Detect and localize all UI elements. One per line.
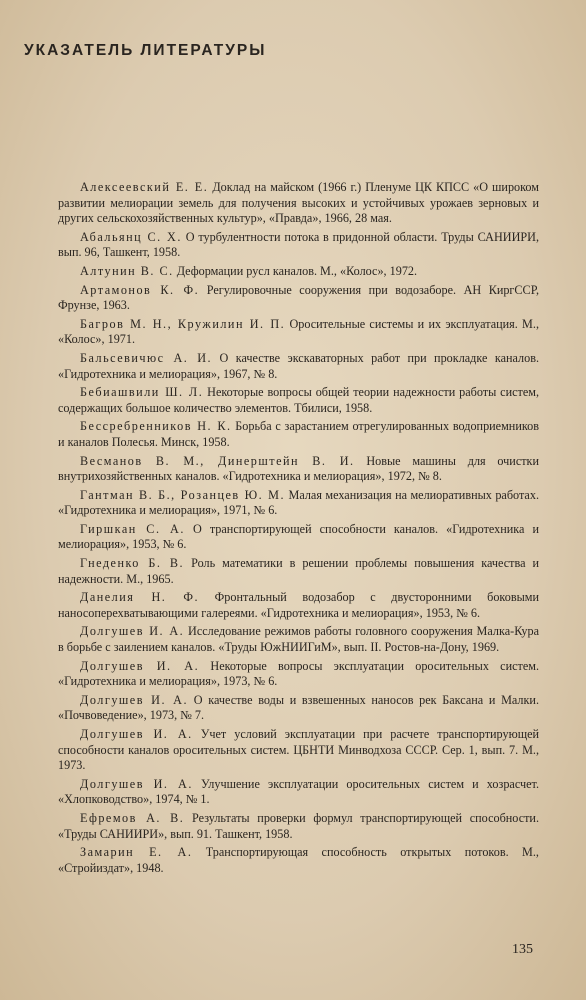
reference-entry [58,845,539,876]
reference-author: Долгушев И. А. [80,692,189,707]
reference-author: Данелия Н. Ф. [80,590,200,605]
reference-entry [58,811,539,842]
reference-text: Регулировочные сооружения при водозаборе. АН КиргССР, Фрунзе, 1963. [58,282,539,313]
reference-author: Бальсевичюс А. И. [80,350,213,365]
reference-text: Борьба с зарастанием отрегулированных водоприемников и каналов Полесья. Минск, 1958. [58,419,540,449]
reference-entry [58,454,539,485]
reference-list [58,180,539,879]
reference-author: Багров М. Н., Кружилин И. П. [80,316,286,331]
reference-entry [58,230,539,261]
reference-entry [58,180,539,227]
reference-text: Малая механизация на мелиоративных работах. «Гидротехника и мелиорация», 1971, № 6. [58,487,539,518]
reference-text: Транспортирующая способность открытых потоков. М., «Стройиздат», 1948. [58,845,539,875]
reference-text: Учет условий эксплуатации при расчете транспортирующей способности каналов оросительных систем. ЦБНТИ Минводхоза СССР. Сер. 1, вып. 7. М., 1973. [58,727,540,773]
reference-author: Бессребренников Н. К. [80,419,232,434]
reference-author: Гиршкан С. А. [80,521,185,536]
reference-entry [58,727,539,774]
reference-entry [58,659,539,690]
reference-text: Новые машины для очистки внутрихозяйственных каналов. «Гидротехника и мелиорация», 1972, № 8. [58,453,539,484]
reference-entry [58,419,539,450]
reference-text: Некоторые вопросы эксплуатации оросительных систем. «Гидротехника и мелиорация», 1973, № 6. [58,658,540,689]
reference-entry [58,624,539,655]
reference-text: Доклад на майском (1966 г.) Пленуме ЦК КПСС «О широком развитии мелиорации земель для получения высоких и устойчивых урожаев зерновых и других сельскохозяйственных культур», «Правда», 1966, 28 мая. [58,180,540,226]
reference-text: Деформации русл каналов. М., «Колос», 1972. [176,263,418,278]
reference-author: Гнеденко Б. В. [80,556,185,571]
reference-entry [58,317,539,348]
reference-text: Роль математики в решении проблемы повышения качества и надежности. М., 1965. [58,556,539,586]
reference-author: Алексеевский Е. Е. [80,180,209,194]
reference-text: Результаты проверки формул транспортирующей способности. «Труды САНИИРИ», вып. 91. Ташкент, 1958. [58,810,540,841]
reference-author: Абальянц С. Х. [80,229,182,244]
reference-text: О транспортирующей способности каналов. «Гидротехника и мелиорация», 1953, № 6. [58,521,540,552]
reference-author: Долгушев И. А. [80,658,200,673]
reference-entry [58,590,539,621]
reference-entry [58,488,539,519]
reference-author: Весманов В. М., Динерштейн В. И. [80,453,355,468]
page-number: 135 [512,942,533,957]
reference-text: О качестве экскаваторных работ при прокладке каналов. «Гидротехника и мелиорация», 1967, № 8. [58,350,539,381]
reference-entry [58,385,539,416]
reference-entry [58,693,539,724]
reference-entry [58,522,539,553]
reference-text: Оросительные системы и их эксплуатация. М., «Колос», 1971. [58,316,539,347]
reference-text: О качестве воды и взвешенных наносов рек Баксана и Малки. «Почвоведение», 1973, № 7. [58,692,539,723]
reference-text: О турбулентности потока в придонной области. Труды САНИИРИ, вып. 96, Ташкент, 1958. [58,229,540,260]
reference-text: Улучшение эксплуатации оросительных систем и хозрасчет. «Хлопководство», 1974, № 1. [58,776,540,807]
reference-author: Долгушев И. А. [80,727,193,741]
reference-entry [58,777,539,808]
reference-author: Артамонов К. Ф. [80,282,200,297]
reference-text: Фронтальный водозабор с двусторонними боковыми наносоперехватывающими галереями. «Гидротехника и мелиорация», 1953, № 6. [58,590,540,620]
reference-author: Долгушев И. А. [80,624,185,639]
reference-author: Бебиашвили Ш. Л. [80,385,204,400]
page-heading: УКАЗАТЕЛЬ ЛИТЕРАТУРЫ [24,42,267,59]
reference-author: Ефремов А. В. [80,810,185,825]
reference-text: Исследование режимов работы головного сооружения Малка-Кура в борьбе с заилением каналов. «Труды ЮжНИИГиМ», вып. II. Ростов-на-Дону, 1969. [58,624,540,655]
reference-author: Замарин Е. А. [80,845,193,860]
reference-entry [58,264,539,280]
reference-author: Гантман В. Б., Розанцев Ю. М. [80,487,286,502]
reference-entry [58,351,539,382]
reference-author: Алтунин В. С. [80,263,174,278]
reference-entry [58,283,539,314]
reference-author: Долгушев И. А. [80,776,193,791]
reference-entry [58,556,539,587]
reference-text: Некоторые вопросы общей теории надежности работы систем, содержащих большое количество элементов. Тбилиси, 1958. [58,385,539,415]
